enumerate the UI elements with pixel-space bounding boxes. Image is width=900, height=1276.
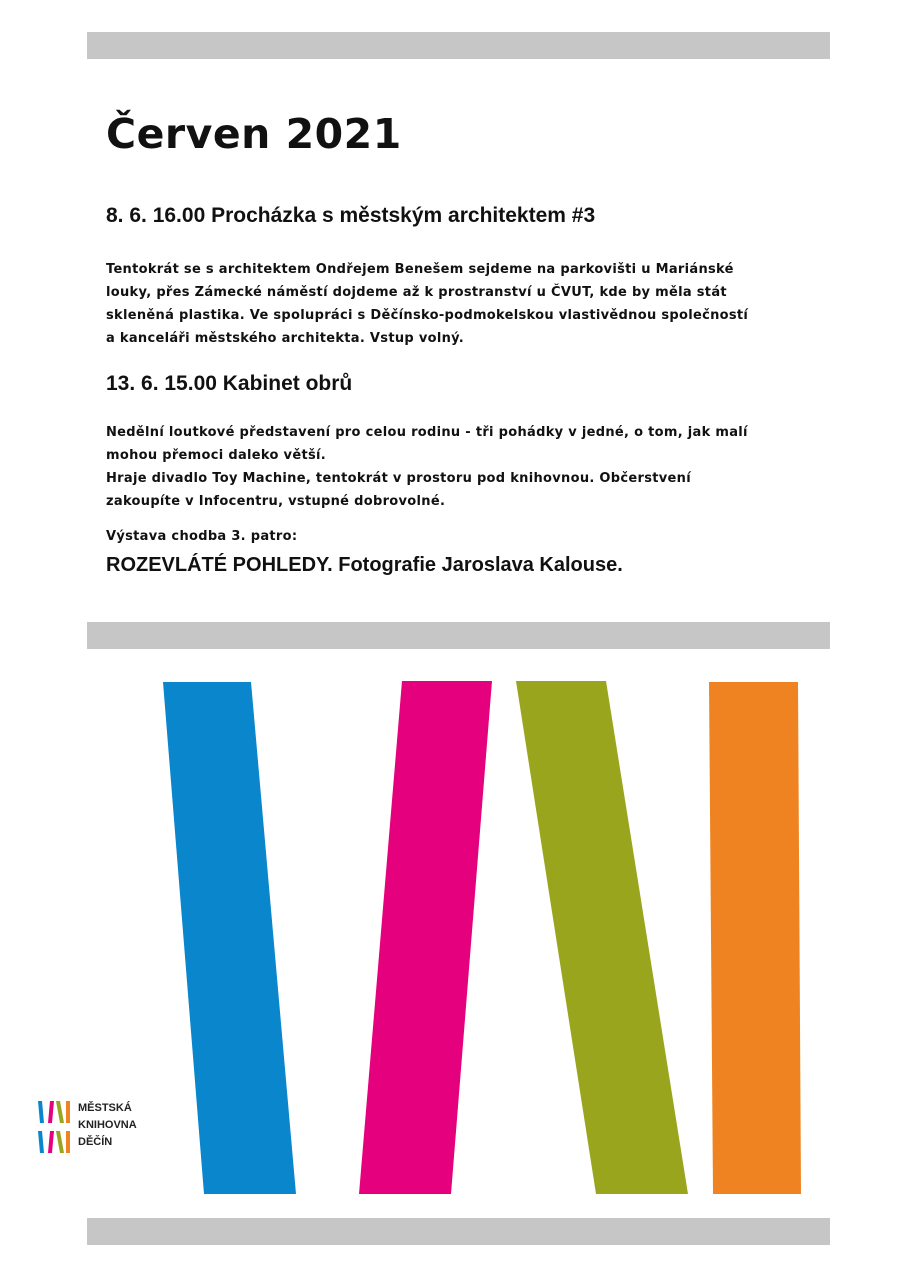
blue-stripe [163,682,296,1194]
event-2-description: Nedělní loutkové představení pro celou rodinu - tři pohádky v jedné, o tom, jak malí mohou přemoci daleko větší. Hraje divadlo Toy Machine, tentokrát v prostoru pod knihovnou. Občerstvení zakoupíte v Infocentru, vstupné dobrovolné. [106,425,748,509]
page-title: Červen 2021 [106,110,402,158]
exhibition-title: ROZEVLÁTÉ POHLEDY. Fotografie Jaroslava Kalouse. [106,554,623,576]
event-2-title: 13. 6. 15.00 Kabinet obrů [106,372,353,395]
event-1-description: Tentokrát se s architektem Ondřejem Benešem sejdeme na parkovišti u Mariánské louky, přes Zámecké náměstí dojdeme až k prostranství u ČVUT, kde by měla stát skleněná plastika. Ve spolupráci s Děčínsko-podmokelskou vlastivědnou společností a kanceláři městského architekta. Vstup volný. [106,262,749,346]
bottom-divider-bar [87,1218,830,1245]
orange-stripe [709,682,801,1194]
library-logo-icon [36,1097,74,1159]
library-logo-text: MĚSTSKÁ KNIHOVNA DĚČÍN [78,1102,137,1148]
olive-stripe [516,681,688,1194]
exhibition-label: Výstava chodba 3. patro: [106,529,298,544]
magenta-stripe [359,681,492,1194]
event-1-title: 8. 6. 16.00 Procházka s městským architektem #3 [106,204,596,227]
